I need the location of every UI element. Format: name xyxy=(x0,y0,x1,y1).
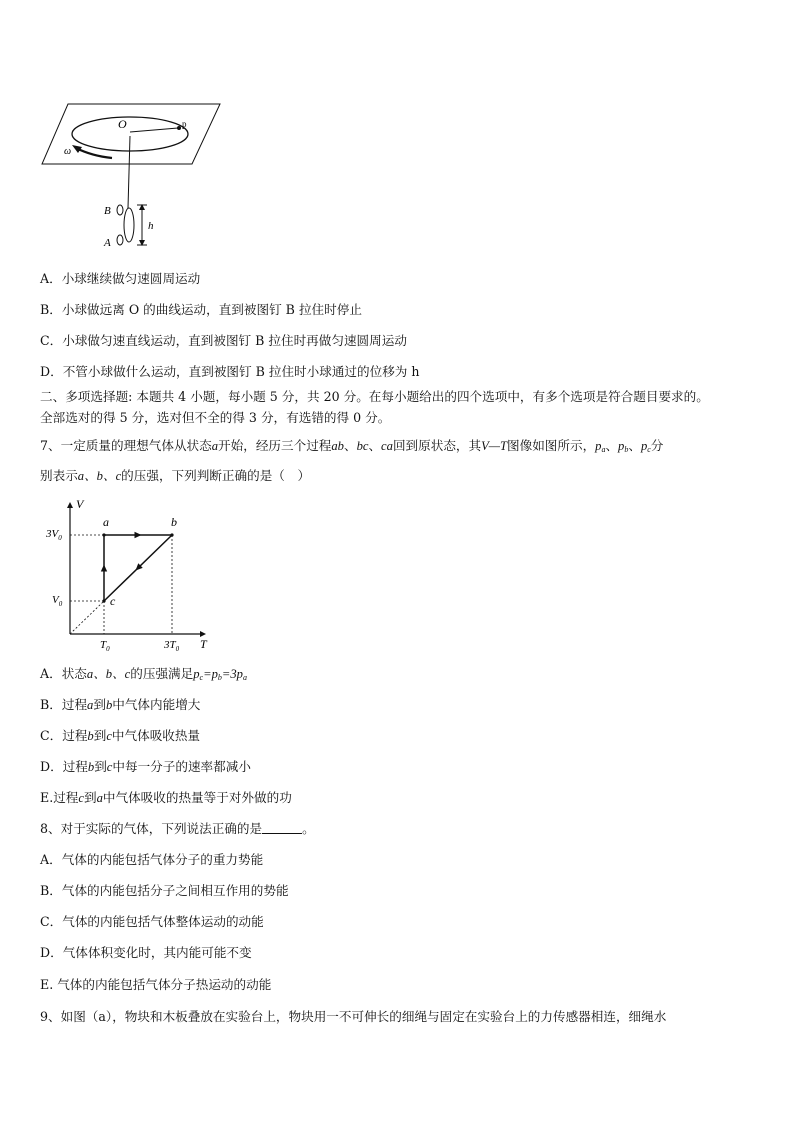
string-line xyxy=(128,136,130,208)
q8-stem: 8、对于实际的气体，下列说法正确的是 。 xyxy=(40,821,315,836)
guide-origin-c xyxy=(70,601,104,634)
q6-option-b: B．小球做远离 O 的曲线运动，直到被图钉 B 拉住时停止 xyxy=(40,302,362,317)
label-omega: ω xyxy=(64,146,72,157)
q8-option-d: D．气体体积变化时，其内能可能不变 xyxy=(40,945,252,960)
section2-heading-line2: 全部选对的得 5 分，选对但不全的得 3 分，有选错的得 0 分。 xyxy=(40,410,391,425)
point-b xyxy=(170,533,173,536)
q8-option-e: E. 气体的内能包括气体分子热运动的动能 xyxy=(40,977,272,992)
point-label-a: a xyxy=(103,515,109,529)
arrow-ca xyxy=(101,565,107,572)
tick-t0: $T_0$ xyxy=(100,639,110,653)
tick-v0: $V_0$ xyxy=(52,594,63,608)
q8-option-a: A．气体的内能包括气体分子的重力势能 xyxy=(40,852,264,867)
q6-option-c: C．小球做匀速直线运动，直到被图钉 B 拉住时再做匀速圆周运动 xyxy=(40,333,407,348)
y-axis-label: V xyxy=(76,497,84,511)
q7-option-a: A．状态a、b、c的压强满足$p_c=p_b=3p_a$ xyxy=(40,666,247,682)
q6-option-d: D．不管小球做什么运动，直到被图钉 B 拉住时小球通过的位移为 h xyxy=(40,364,420,379)
q7-option-e: E.过程c到a中气体吸收的热量等于对外做的功 xyxy=(40,790,292,805)
q7-option-d: D．过程b到c中每一分子的速率都减小 xyxy=(40,759,251,774)
vt-chart xyxy=(40,496,230,656)
q7-stem-line2: 别表示a、b、c的压强，下列判断正确的是（ ） xyxy=(40,468,311,483)
label-o: O xyxy=(118,117,127,131)
pin-b xyxy=(117,205,123,215)
arrow-ab xyxy=(135,532,142,538)
q8-option-b: B．气体的内能包括分子之间相互作用的势能 xyxy=(40,883,289,898)
point-c xyxy=(102,599,105,602)
point-label-b: b xyxy=(171,515,177,529)
point-a xyxy=(102,533,105,536)
q9-stem-line1: 9、如图（a），物块和木板叠放在实验台上，物块用一不可伸长的细绳与固定在实验台上的力传感器相连，细绳水 xyxy=(40,1009,667,1024)
string-loop xyxy=(124,208,134,242)
section2-heading-line1: 二、多项选择题: 本题共 4 小题，每小题 5 分，共 20 分。在每小题给出的四个选项中，有多个选项是符合题目要求的。 xyxy=(40,389,709,404)
point-label-c: c xyxy=(110,594,116,608)
label-b: B xyxy=(104,205,111,217)
label-a: A xyxy=(104,237,111,249)
ball-p xyxy=(177,126,181,130)
radius-line xyxy=(130,128,178,132)
q8-option-c: C．气体的内能包括气体整体运动的动能 xyxy=(40,914,264,929)
answer-blank xyxy=(262,821,302,834)
x-axis-label: T xyxy=(200,637,207,651)
pin-a xyxy=(117,235,123,245)
figure-rotating-table xyxy=(40,98,230,258)
label-h: h xyxy=(148,220,154,232)
q7-option-b: B．过程a到b中气体内能增大 xyxy=(40,697,201,712)
q7-option-c: C．过程b到c中气体吸收热量 xyxy=(40,728,201,743)
process-lines xyxy=(101,532,174,603)
q6-option-a: A．小球继续做匀速圆周运动 xyxy=(40,271,201,286)
tick-3v0: $3V_0$ xyxy=(46,528,62,542)
tick-3t0: $3T_0$ xyxy=(164,639,180,653)
y-axis-arrow xyxy=(67,502,73,508)
omega-arrowhead xyxy=(72,145,82,153)
label-p: p xyxy=(182,119,187,129)
q7-stem-line1: 7、一定质量的理想气体从状态a开始，经历三个过程ab、bc、ca回到原状态，其V—T图像如图所示，$p_a$、$p_b$、$p_c$分 xyxy=(40,438,664,454)
